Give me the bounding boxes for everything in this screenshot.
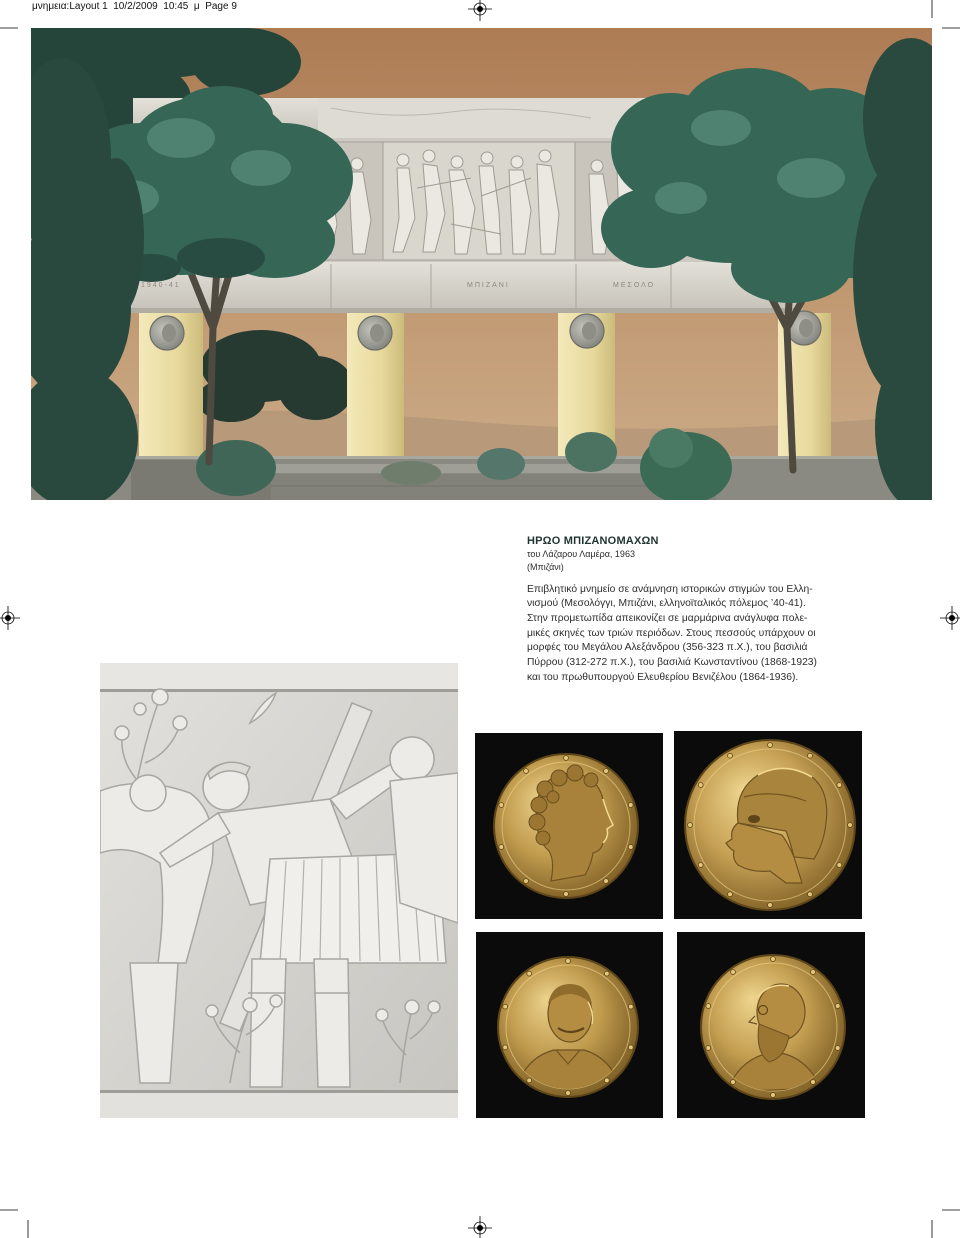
monument-photo — [31, 28, 932, 500]
inscription-bizani: ΜΠΙΖΑΝΙ — [467, 282, 510, 289]
medallion-rivet — [728, 753, 733, 758]
medallion-rivet — [768, 743, 773, 748]
caption-body — [527, 583, 857, 686]
medallion-rivet — [771, 1093, 776, 1098]
medallion-rivet — [628, 1004, 633, 1009]
registration-mark-part — [949, 615, 954, 620]
medallion-rivet — [706, 1004, 711, 1009]
medallion-rivet — [808, 753, 813, 758]
inscription-mesolongi: ΜΕΣΟΛΟ — [613, 282, 656, 289]
registration-mark-right — [940, 606, 960, 630]
medallion-rivet — [706, 1046, 711, 1051]
medallion-rivet — [808, 892, 813, 897]
caption-line: μορφές του Μεγάλου Αλεξάνδρου (356-323 π.Χ.), του βασιλιά — [527, 642, 808, 654]
caption-line: μικές σκηνές των τριών περιόδων. Στους πεσσούς υπάρχουν οι — [527, 627, 816, 639]
medallion-rivet — [731, 1080, 736, 1085]
medallion-rivet — [731, 970, 736, 975]
medallion-rivet — [835, 1046, 840, 1051]
caption-title: ΗΡΩΟ ΜΠΙΖΑΝΟΜΑΧΩΝ — [527, 535, 659, 547]
medallion-rivet — [566, 1091, 571, 1096]
medallion-rivet — [503, 1045, 508, 1050]
medallion-rivet — [628, 1045, 633, 1050]
photo-caption — [527, 534, 857, 685]
medallion-rivet — [527, 971, 532, 976]
medallion-rivet — [604, 769, 609, 774]
caption-place: (Μπιζάνι) — [527, 562, 564, 572]
medallion-rivet — [527, 1078, 532, 1083]
inscription-years: 1940-41 — [141, 282, 181, 289]
medallion-rivet — [848, 823, 853, 828]
medallion-rivet — [837, 863, 842, 868]
medallion-alexander-photo — [475, 733, 663, 919]
registration-mark-bottom — [468, 1216, 492, 1238]
medallion-rivet — [503, 1004, 508, 1009]
medallion-rivet — [771, 957, 776, 962]
medallion-rivet — [768, 903, 773, 908]
medallion-rivet — [628, 845, 633, 850]
medallion-venizelos-photo — [677, 932, 865, 1118]
registration-mark-part — [474, 3, 486, 15]
medallion-rivet — [604, 971, 609, 976]
medallion-rivet — [564, 892, 569, 897]
medallion-rivet — [811, 970, 816, 975]
registration-mark-part — [477, 6, 482, 11]
registration-mark-part — [477, 1225, 482, 1230]
medallion-rivet — [499, 803, 504, 808]
medallion-rivet — [728, 892, 733, 897]
registration-mark-part — [2, 612, 14, 624]
registration-mark-top — [468, 0, 492, 21]
medallion-rivet — [499, 845, 504, 850]
print-slug: μνημεια:Layout 1 10/2/2009 10:45 μ Page 9 — [32, 1, 237, 12]
medallion-rivet — [837, 783, 842, 788]
caption-line: Επιβλητικό μνημείο σε ανάμνηση ιστορικών στιγμών του Ελλη- — [527, 583, 813, 595]
medallion-constantine-photo — [476, 932, 663, 1118]
medallion-rivet — [698, 863, 703, 868]
caption-author: του Λάζαρου Λαμέρα, 1963 — [527, 549, 635, 559]
registration-mark-part — [946, 612, 958, 624]
relief-closeup-photo — [100, 663, 458, 1118]
medallion-rivet — [688, 823, 693, 828]
medallion-rivet — [628, 803, 633, 808]
medallion-rivet — [835, 1004, 840, 1009]
registration-mark-part — [5, 615, 10, 620]
caption-line: και του πρωθυπουργού Ελευθερίου Βενιζέλου (1864-1936). — [527, 671, 799, 683]
medallion-rivet — [604, 879, 609, 884]
medallion-rivet — [566, 959, 571, 964]
caption-line: νισμού (Μεσολόγγι, Μπιζάνι, ελληνοϊταλικός πόλεμος ’40-41). — [527, 598, 806, 610]
registration-mark-part — [474, 1222, 486, 1234]
registration-mark-left — [0, 606, 20, 630]
medallion-rivet — [698, 783, 703, 788]
caption-line: Πύρρου (312-272 π.Χ.), του βασιλιά Κωνσταντίνου (1868-1923) — [527, 657, 817, 669]
medallion-rivet — [811, 1080, 816, 1085]
medallion-rivet — [604, 1078, 609, 1083]
medallion-rivet — [524, 879, 529, 884]
medallion-rivet — [564, 756, 569, 761]
caption-line: Στην προμετωπίδα απεικονίζει σε μαρμάρινα ανάγλυφα πολε- — [527, 612, 808, 624]
medallion-rivet — [524, 769, 529, 774]
medallion-pyrrhus-photo — [674, 731, 862, 919]
